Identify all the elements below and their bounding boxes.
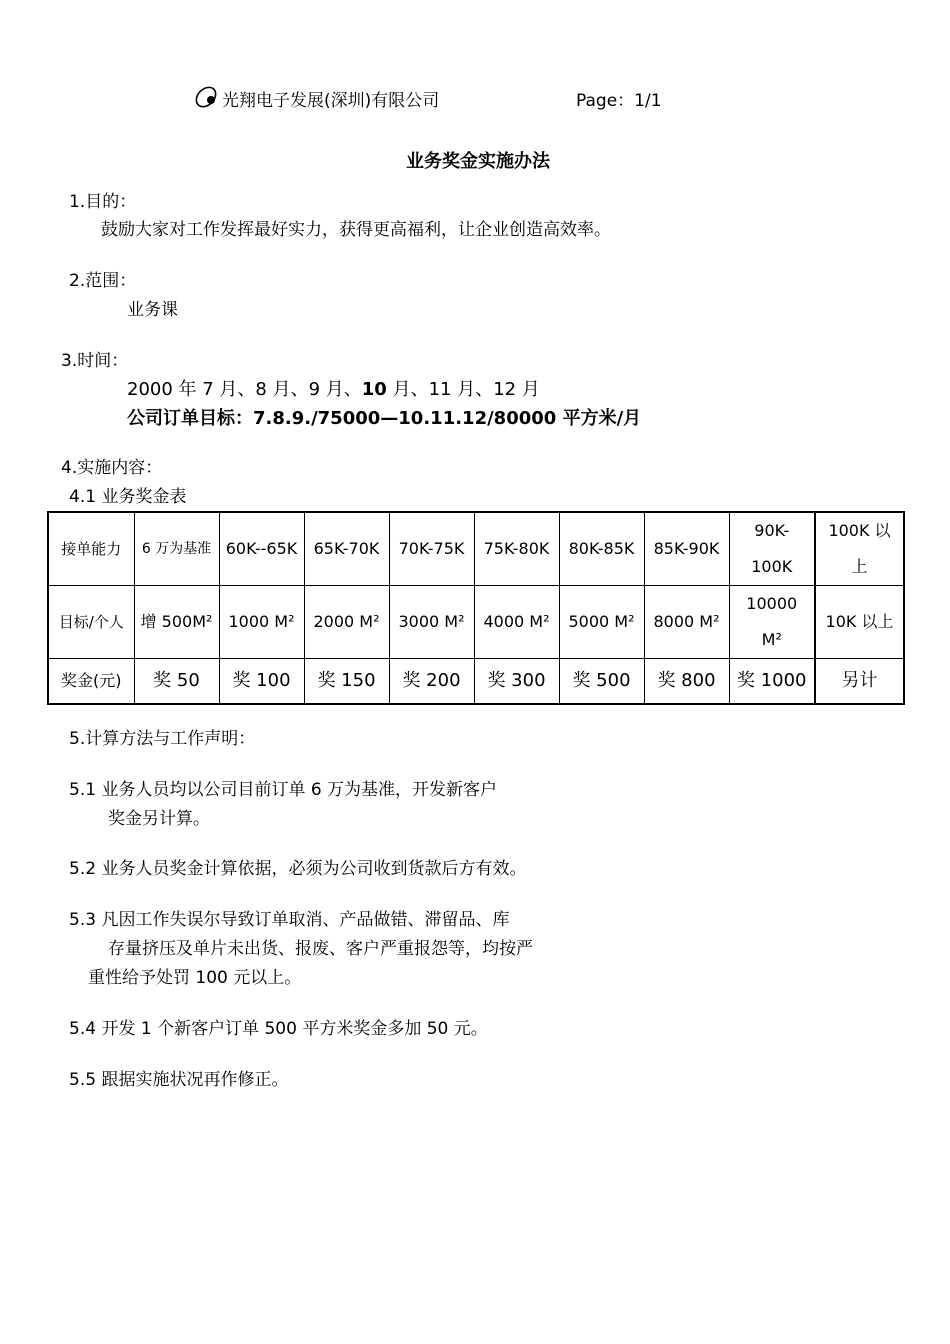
company-logo-icon: [193, 84, 223, 110]
time-months: 2000 年 7 月、8 月、9 月、10 月、11 月、12 月: [127, 379, 540, 400]
company-name: 光翔电子发展(深圳)有限公司: [222, 91, 440, 111]
table-cell: 5000 M²: [559, 586, 644, 659]
table-cell: 奖 500: [559, 659, 644, 705]
clause-5-1-cont: 奖金另计算。: [108, 809, 210, 829]
clause-5-3-cont2: 重性给予处罚 100 元以上。: [88, 968, 302, 988]
scope-heading: 2.范围：: [69, 271, 137, 291]
purpose-heading: 1.目的：: [69, 192, 137, 212]
table-cell: 70K-75K: [389, 512, 474, 586]
table-heading: 4.1 业务奖金表: [69, 487, 187, 507]
page-number: Page：1/1: [576, 91, 662, 111]
calc-heading: 5.计算方法与工作声明：: [69, 729, 256, 749]
table-row: [48, 586, 904, 659]
table-cell: 奖 200: [389, 659, 474, 705]
table-cell: 奖 100: [219, 659, 304, 705]
purpose-text: 鼓励大家对工作发挥最好实力，获得更高福利，让企业创造高效率。: [101, 220, 611, 240]
table-cell: 85K-90K: [644, 512, 729, 586]
table-cell: 1000 M²: [219, 586, 304, 659]
clause-5-4: 5.4 开发 1 个新客户订单 500 平方米奖金多加 50 元。: [69, 1019, 488, 1039]
table-cell: 8000 M²: [644, 586, 729, 659]
table-cell: 6 万为基准: [134, 512, 219, 586]
clause-5-2: 5.2 业务人员奖金计算依据，必须为公司收到货款后方有效。: [69, 859, 527, 879]
table-row: [48, 512, 904, 586]
table-cell: 奖 50: [134, 659, 219, 705]
content-heading: 4.实施内容：: [61, 458, 163, 478]
table-cell: 90K-100K: [729, 512, 815, 586]
bonus-table: [47, 511, 905, 705]
document-title: 业务奖金实施办法: [406, 151, 550, 172]
table-cell: 奖 300: [474, 659, 559, 705]
time-heading: 3.时间：: [61, 351, 129, 371]
clause-5-3: 5.3 凡因工作失误尔导致订单取消、产品做错、滞留品、库: [69, 910, 510, 930]
table-cell: 60K--65K: [219, 512, 304, 586]
table-cell: 另计: [815, 659, 904, 705]
table-cell: 奖 800: [644, 659, 729, 705]
order-target: 公司订单目标：7.8.9./75000—10.11.12/80000 平方米/月: [127, 408, 642, 429]
table-cell: 奖 150: [304, 659, 389, 705]
table-cell: 3000 M²: [389, 586, 474, 659]
table-cell: 奖金(元): [48, 659, 134, 705]
scope-text: 业务课: [127, 300, 178, 320]
table-cell: 奖 1000: [729, 659, 815, 705]
table-cell: 2000 M²: [304, 586, 389, 659]
table-cell: 100K 以上: [815, 512, 904, 586]
table-cell: 80K-85K: [559, 512, 644, 586]
table-cell: 10K 以上: [815, 586, 904, 659]
table-row: [48, 659, 904, 705]
clause-5-5: 5.5 跟据实施状况再作修正。: [69, 1070, 289, 1090]
table-cell: 65K-70K: [304, 512, 389, 586]
clause-5-3-cont: 存量挤压及单片未出货、报废、客户严重报怨等，均按严: [108, 939, 533, 959]
table-cell: 目标/个人: [48, 586, 134, 659]
clause-5-1: 5.1 业务人员均以公司目前订单 6 万为基准，开发新客户: [69, 780, 498, 800]
table-cell: 增 500M²: [134, 586, 219, 659]
table-cell: 接单能力: [48, 512, 134, 586]
table-cell: 4000 M²: [474, 586, 559, 659]
table-cell: 75K-80K: [474, 512, 559, 586]
table-cell: 10000 M²: [729, 586, 815, 659]
